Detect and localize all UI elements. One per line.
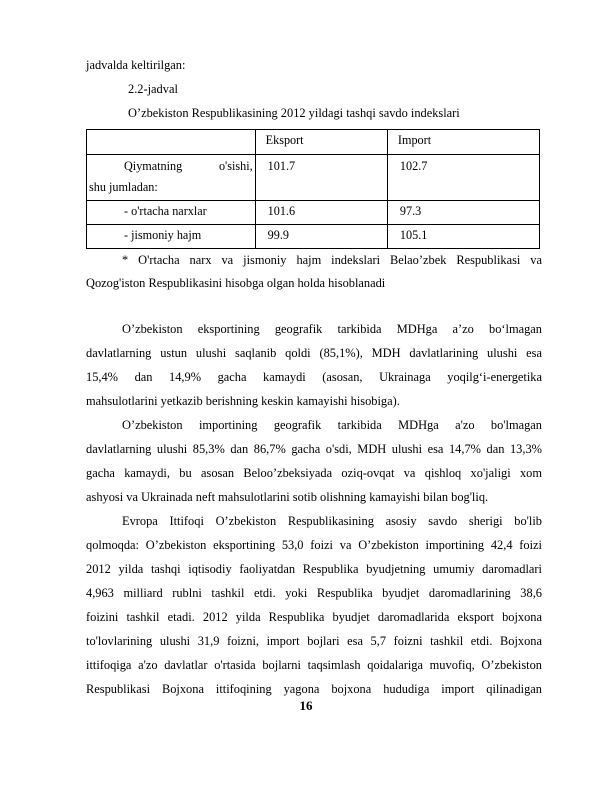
paragraph-line: Respublikasi Bojxona ittifoqining yagona bojxona hududiga import qilinadigan xyxy=(86,682,542,696)
paragraph-line: gacha kamaydi, bu asosan Beloo’zbeksiyada oziq-ovqat va qishloq xo'jaligi xom xyxy=(86,466,542,480)
export-value: 101.6 xyxy=(255,201,387,225)
row-label-cell xyxy=(87,155,256,201)
paragraph-line: davlatlarning ustun ulushi saqlanib qoldi (85,1%), MDH davlatlarining ulushi esa xyxy=(86,346,542,360)
paragraph-line: Evropa Ittifoqi O’zbekiston Respublikasining asosiy savdo sherigi bo'lib xyxy=(122,514,542,528)
paragraph-line: to'lovlarining ulushi 31,9 foizni, import bojlari esa 5,7 foizni tashkil etdi. Bojxona xyxy=(86,634,542,648)
row-label-part: shu jumladan: xyxy=(89,180,158,194)
table-row xyxy=(87,155,540,201)
paragraph-line: 15,4% dan 14,9% gacha kamaydi (asosan, Ukrainaga yoqilg‘i-energetika xyxy=(86,370,542,384)
intro-line: jadvalda keltirilgan: xyxy=(86,58,186,72)
paragraph-line: O’zbekiston eksportining geografik tarkibida MDHga a’zo bo‘lmagan xyxy=(122,322,542,336)
table-note-line: * O'rtacha narx va jismoniy hajm indekslari Belao’zbek Respublikasi va xyxy=(122,253,542,267)
trade-index-table xyxy=(86,129,540,249)
paragraph-line: ashyosi va Ukrainada neft mahsulotlarini sotib olishning kamayishi bilan bog'liq. xyxy=(86,490,489,504)
header-export: Eksport xyxy=(255,130,387,155)
paragraph-line: ittifoqiga a'zo davlatlar o'rtasida bojlarni taqsimlash qoidalariga muvofiq, O’zbekiston xyxy=(86,658,542,672)
import-value: 97.3 xyxy=(387,201,539,225)
header-empty-cell xyxy=(87,130,256,155)
paragraph-line: mahsulotlarini yetkazib berishning keskin kamayishi hisobiga). xyxy=(86,394,400,408)
table-number: 2.2-jadval xyxy=(128,82,178,96)
page-number: 16 xyxy=(299,698,313,713)
row-label-part: o'sishi, xyxy=(218,159,253,173)
export-value: 99.9 xyxy=(255,225,387,249)
import-value: 105.1 xyxy=(387,225,539,249)
paragraph-line: qolmoqda: O’zbekiston eksportining 53,0 foizi va O’zbekiston importining 42,4 foizi xyxy=(86,538,542,552)
paragraph-line: foizini tashkil etadi. 2012 yilda Respublika byudjet daromadlarida eksport bojxona xyxy=(86,610,542,624)
row-label-part: Qiymatning xyxy=(124,159,183,173)
paragraph-line: O’zbekiston importining geografik tarkibida MDHga a'zo bo'lmagan xyxy=(122,418,542,432)
row-label-cell: - o'rtacha narxlar xyxy=(87,201,256,225)
header-import: Import xyxy=(387,130,539,155)
export-value: 101.7 xyxy=(255,155,387,201)
paragraph-line: 2012 yilda tashqi iqtisodiy faoliyatdan Respublika byudjetning umumiy daromadlari xyxy=(86,562,542,576)
table-row xyxy=(87,201,540,225)
paragraph-line: davlatlarning ulushi 85,3% dan 86,7% gacha o'sdi, MDH ulushi esa 14,7% dan 13,3% xyxy=(86,442,542,456)
row-label-cell: - jismoniy hajm xyxy=(87,225,256,249)
table-header-row xyxy=(87,130,540,155)
paragraph-line: 4,963 milliard rublni tashkil etdi. yoki Respublika byudjet daromadlarining 38,6 xyxy=(86,586,542,600)
table-title: O’zbekiston Respublikasining 2012 yildagi tashqi savdo indekslari xyxy=(128,106,460,120)
table-row xyxy=(87,225,540,249)
import-value: 102.7 xyxy=(387,155,539,201)
table-note-line: Qozog'iston Respublikasini hisobga olgan holda hisoblanadi xyxy=(86,276,386,290)
